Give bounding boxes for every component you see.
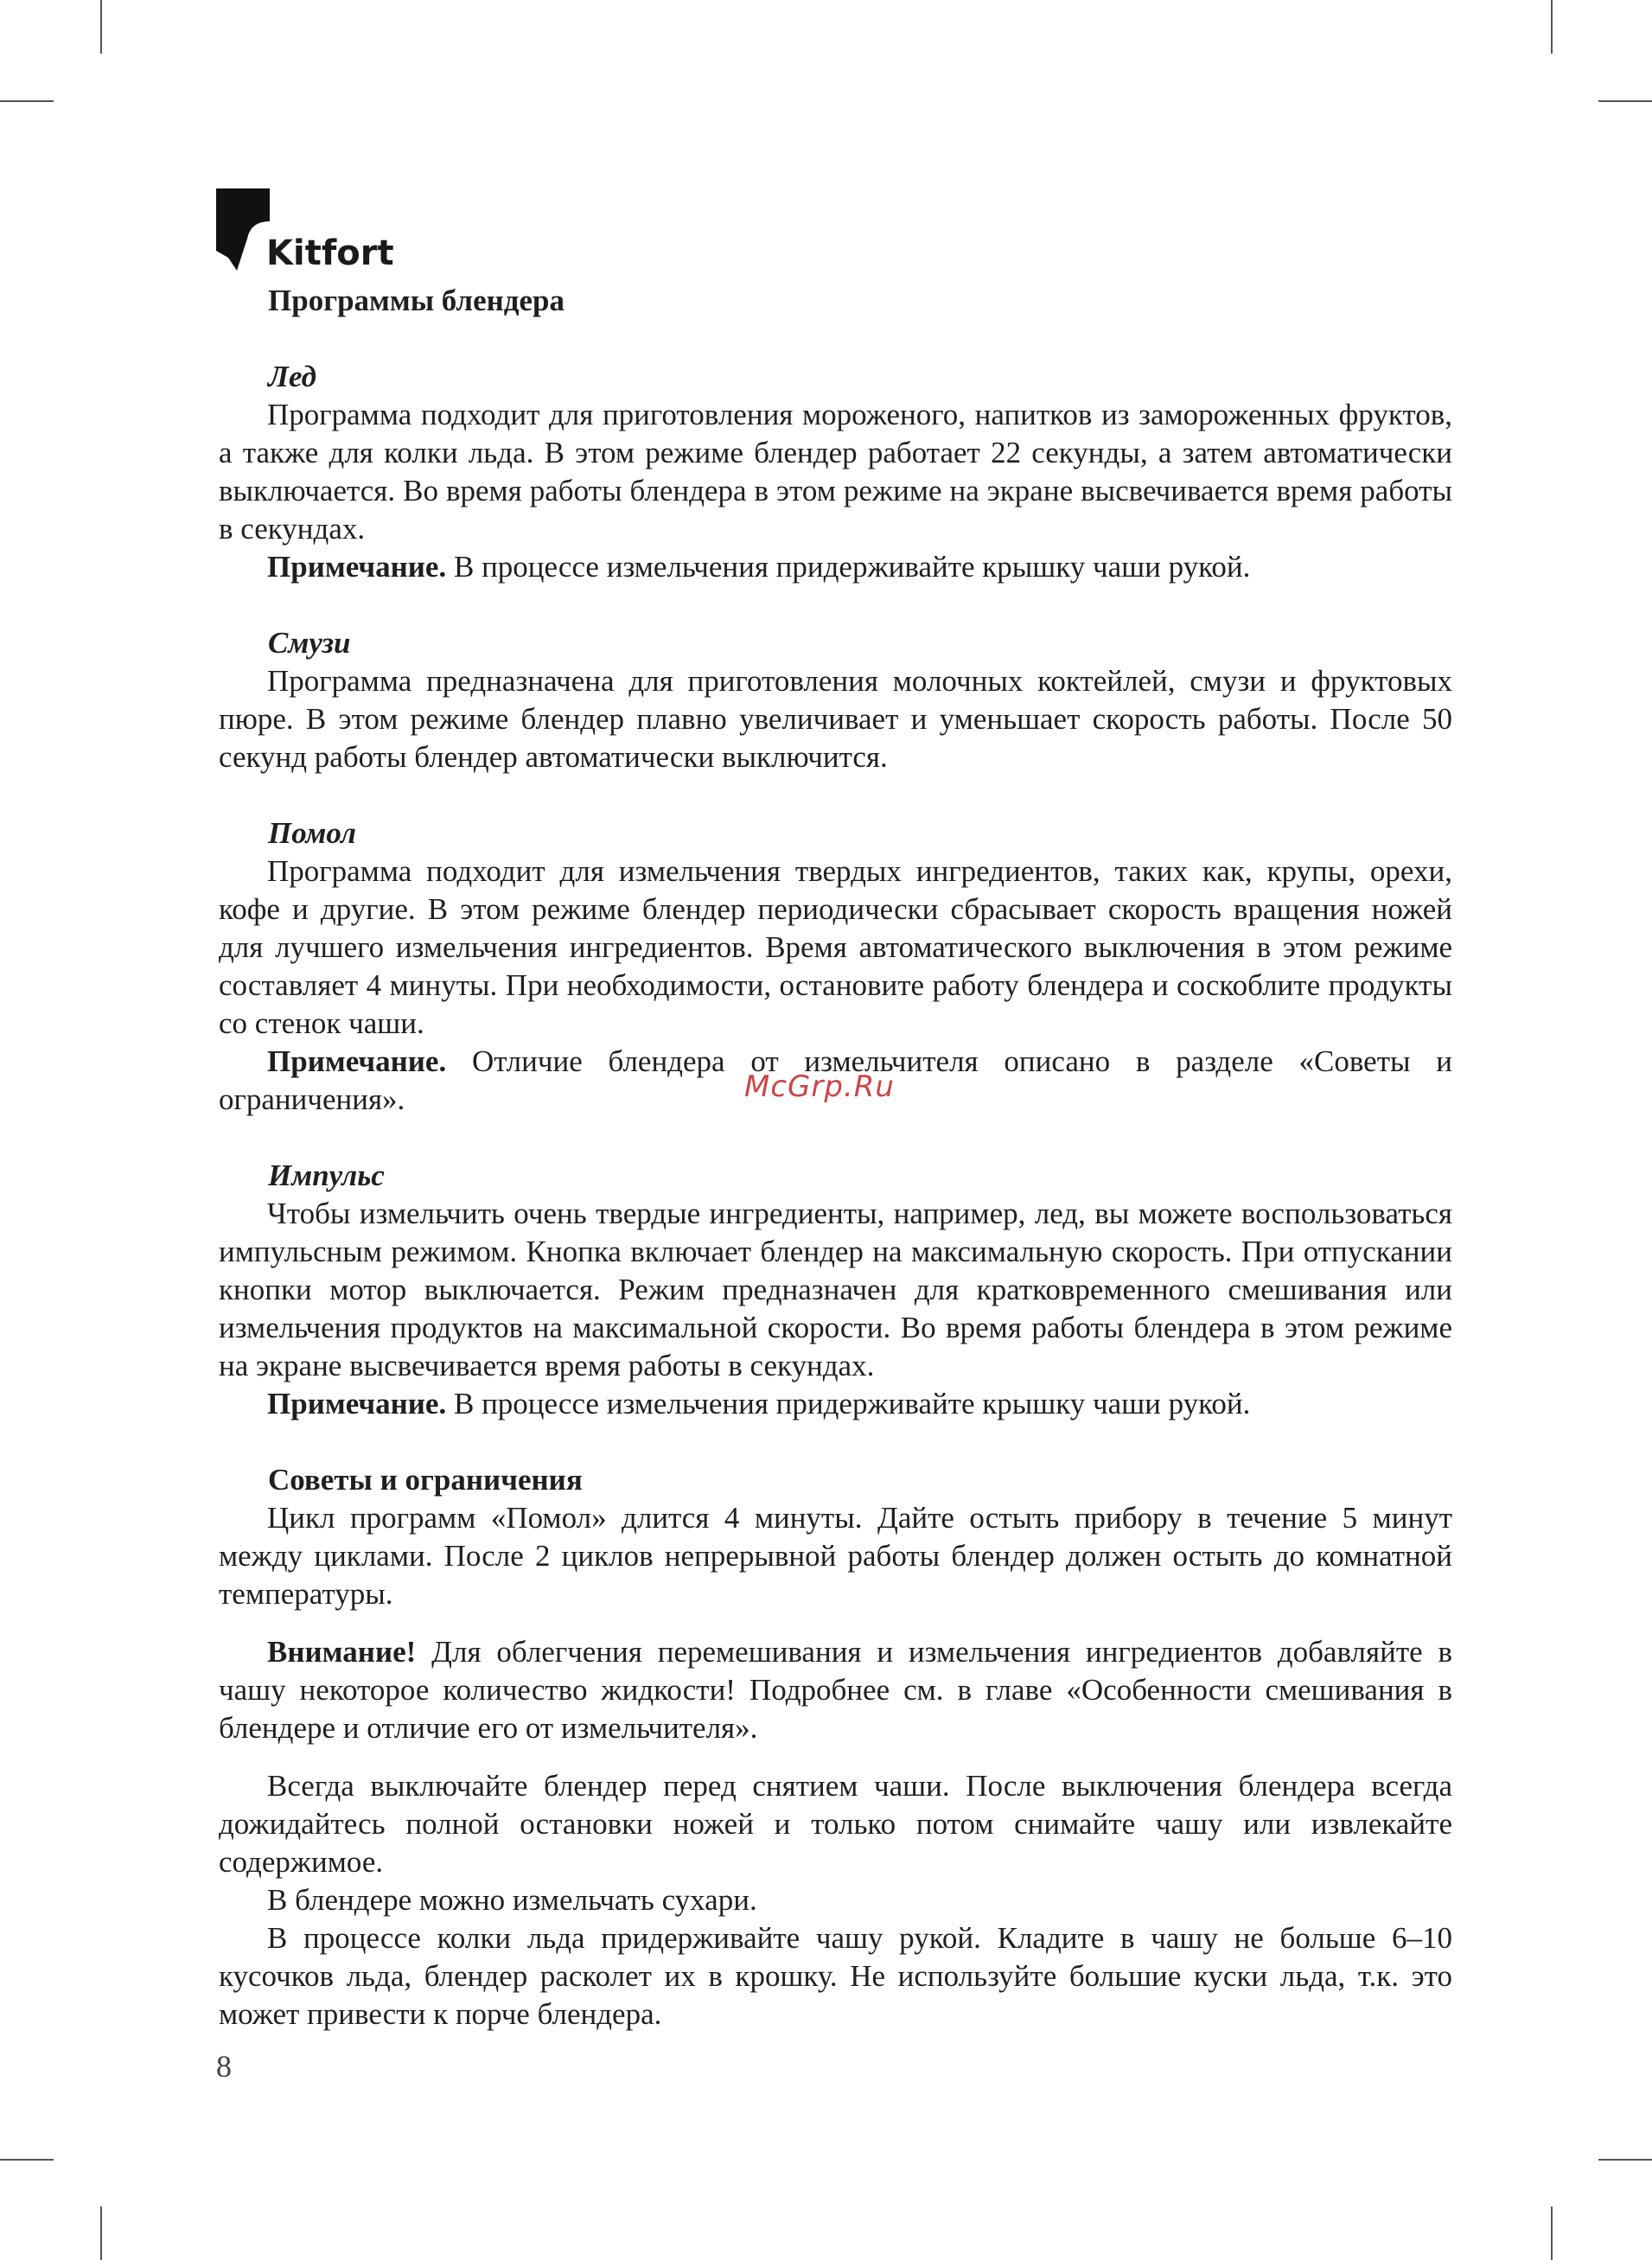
tips-title: Советы и ограничения bbox=[268, 1463, 583, 1497]
warning-paragraph bbox=[219, 1633, 1452, 1747]
note-label: Примечание. bbox=[267, 1044, 447, 1078]
note-label: Примечание. bbox=[267, 550, 447, 584]
crop-mark bbox=[100, 2206, 102, 2260]
note-text: В процессе измельчения придерживайте крышку чаши рукой. bbox=[446, 1387, 1251, 1420]
crop-mark bbox=[1551, 0, 1553, 54]
brand-name: Kitfort bbox=[266, 233, 394, 273]
note-text: Отличие блендера от измельчителя описано в разделе «Советы и ограничения». bbox=[219, 1044, 1452, 1116]
page-number: 8 bbox=[216, 2049, 232, 2084]
program-title: Смузи bbox=[268, 626, 351, 660]
crop-mark bbox=[1598, 2159, 1652, 2161]
warning-label: Внимание! bbox=[267, 1635, 417, 1669]
document-body bbox=[219, 282, 1452, 2033]
crop-mark bbox=[1551, 2206, 1553, 2260]
program-title: Лед bbox=[268, 360, 317, 393]
kitfort-logo-icon bbox=[216, 188, 270, 271]
tips-paragraph: Цикл программ «Помол» длится 4 минуты. Дайте остыть прибору в течение 5 минут между циклами. После 2 циклов непрерывной работы блендер должен остыть до комнатной температуры. bbox=[219, 1501, 1452, 1611]
crop-mark bbox=[100, 0, 102, 54]
crop-mark bbox=[0, 100, 54, 102]
note-text: В процессе измельчения придерживайте крышку чаши рукой. bbox=[446, 550, 1251, 584]
note-paragraph bbox=[219, 1385, 1452, 1423]
tips-paragraph: В блендере можно измельчать сухари. bbox=[267, 1883, 757, 1917]
tips-paragraph: В процессе колки льда придерживайте чашу рукой. Кладите в чашу не больше 6–10 кусочков льда, блендер расколет их в крошку. Не используйте большие куски льда, т.к. это может привести к порче блендера. bbox=[219, 1921, 1452, 2031]
crop-mark bbox=[0, 2159, 54, 2161]
warning-text: Для облегчения перемешивания и измельчения ингредиентов добавляйте в чашу некоторое количество жидкости! Подробнее см. в главе «Особенности смешивания в блендере и отличие его от измельчителя». bbox=[219, 1635, 1452, 1745]
section-title: Программы блендера bbox=[268, 284, 564, 317]
program-text: Программа подходит для измельчения твердых ингредиентов, таких как, крупы, орехи, кофе и другие. В этом режиме блендер периодически сбрасывает скорость вращения ножей для лучшего измельчения ингредиентов. Время автоматического выключения в этом режиме составляет 4 минуты. При необходимости, остановите работу блендера и соскоблите продукты со стенок чаши. bbox=[219, 854, 1452, 1040]
program-title: Импульс bbox=[268, 1159, 385, 1192]
note-paragraph bbox=[219, 1043, 1452, 1119]
program-text: Чтобы измельчить очень твердые ингредиенты, например, лед, вы можете воспользоваться импульсным режимом. Кнопка включает блендер на максимальную скорость. При отпускании кнопки мотор выключается. Режим предназначен для кратковременного смешивания или измельчения продуктов на максимальной скорости. Во время работы блендера в этом режиме на экране высвечивается время работы в секундах. bbox=[219, 1197, 1452, 1382]
tips-paragraph: Всегда выключайте блендер перед снятием чаши. После выключения блендера всегда дожидайтесь полной остановки ножей и только потом снимайте чашу или извлекайте содержимое. bbox=[219, 1769, 1452, 1879]
note-paragraph bbox=[219, 548, 1452, 586]
program-title: Помол bbox=[268, 816, 356, 850]
watermark: McGrp.Ru bbox=[744, 1069, 895, 1104]
note-label: Примечание. bbox=[267, 1387, 447, 1420]
program-text: Программа подходит для приготовления мороженого, напитков из замороженных фруктов, а также для колки льда. В этом режиме блендер работает 22 секунды, а затем автоматически выключается. Во время работы блендера в этом режиме на экране высвечивается время работы в секундах. bbox=[219, 398, 1452, 546]
crop-mark bbox=[1598, 100, 1652, 102]
program-text: Программа предназначена для приготовления молочных коктейлей, смузи и фруктовых пюре. В этом режиме блендер плавно увеличивает и уменьшает скорость работы. После 50 секунд работы блендер автоматически выключится. bbox=[219, 664, 1452, 774]
